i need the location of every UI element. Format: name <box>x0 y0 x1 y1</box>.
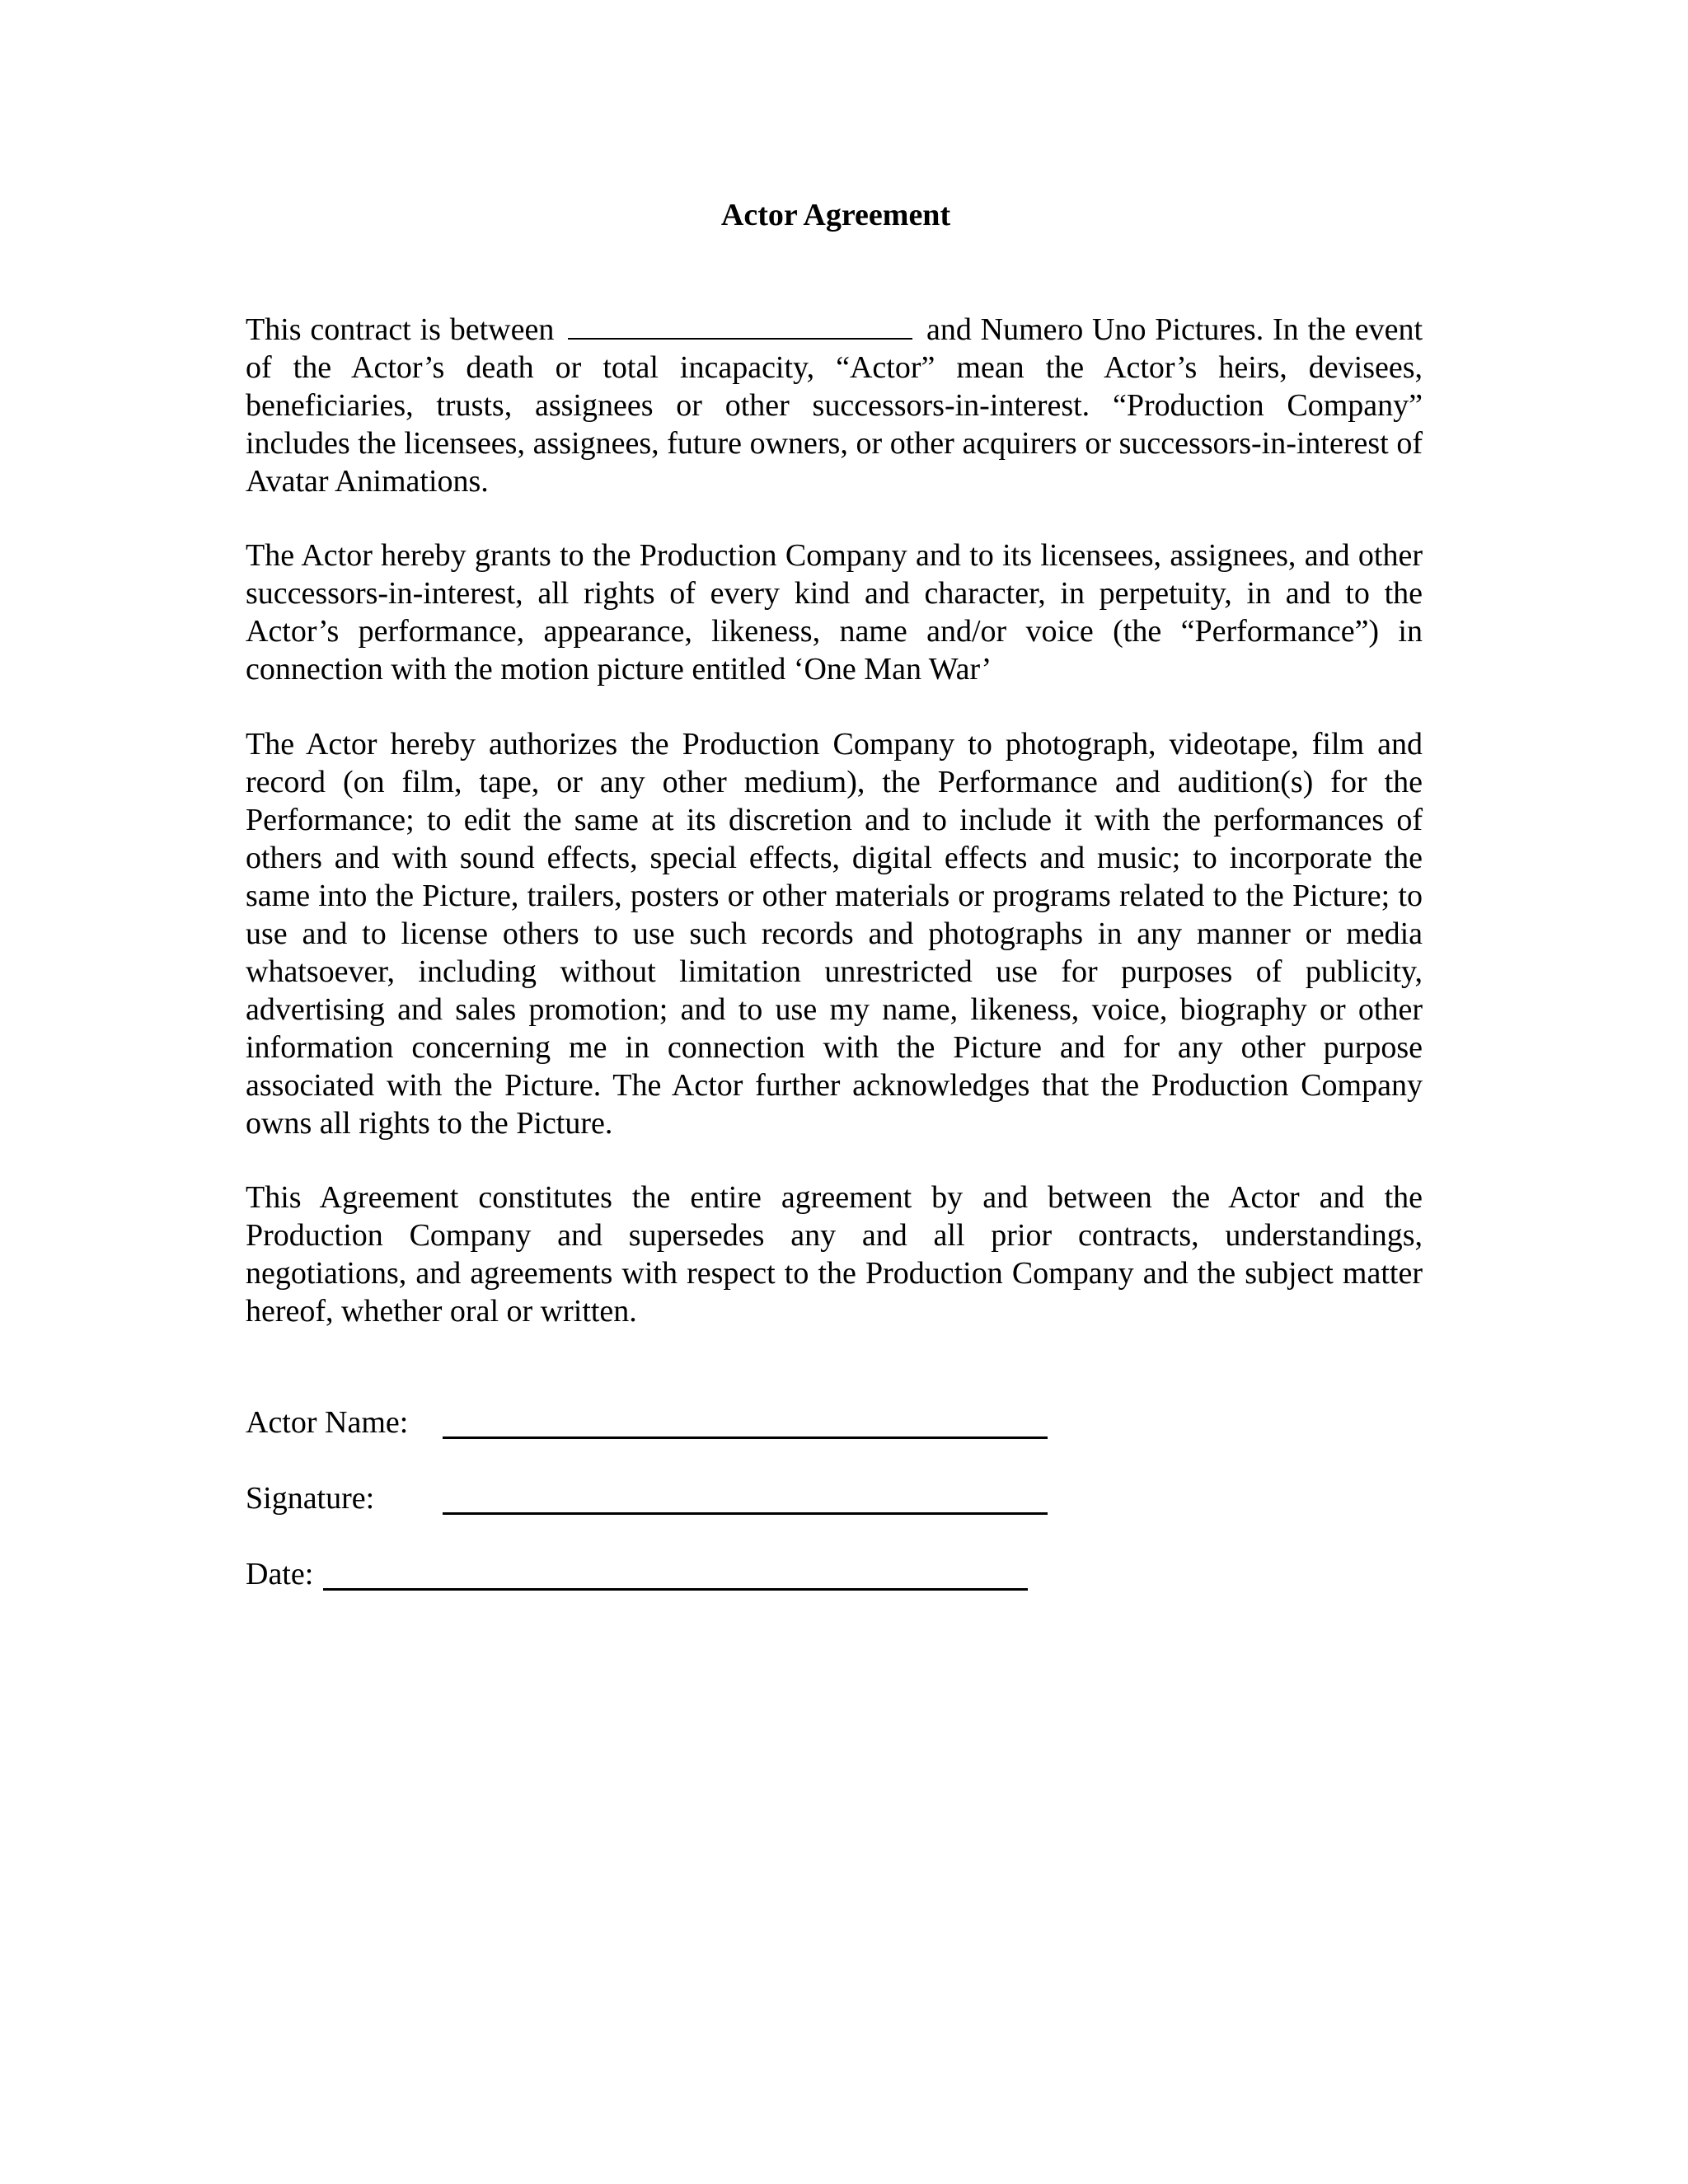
paragraph-parties-rest: and Numero Uno Pictures. In the event of the Actor’s death or total incapacity, “Actor” mean the Actor’s heirs, devisees, beneficiaries, trusts, assignees or other successors-in-interest. “Production Company” includes the licensees, assignees, future owners, or other acquirers or successors-in-interest of Avatar Animations. <box>246 312 1423 499</box>
signature-label: Signature: <box>246 1481 375 1516</box>
paragraph-authorization: The Actor hereby authorizes the Production Company to photograph, videotape, film and record (on film, tape, or any other medium), the Performance and audition(s) for the Performance; to edit the same at its discretion and to include it with the performances of others and with sound effects, special effects, digital effects and music; to incorporate the same into the Picture, trailers, posters or other materials or programs related to the Picture; to use and to license others to use such records and photographs in any manner or media whatsoever, including without limitation unrestricted use for purposes of publicity, advertising and sales promotion; and to use my name, likeness, voice, biography or other information concerning me in connection with the Picture and for any other purpose associated with the Picture. The Actor further acknowledges that the Production Company owns all rights to the Picture. <box>246 727 1423 1141</box>
date-label: Date: <box>246 1557 314 1591</box>
paragraph-grant-of-rights: The Actor hereby grants to the Production Company and to its licensees, assignees, and other successors-in-interest, all rights of every kind and character, in perpetuity, in and to the Actor’s performance, appearance, likeness, name and/or voice (the “Performance”) in connection with the motion picture entitled ‘One Man War’ <box>246 538 1423 687</box>
party-name-blank[interactable] <box>568 310 912 340</box>
document-title: Actor Agreement <box>720 198 951 232</box>
paragraph-parties <box>246 310 1423 500</box>
date-field[interactable] <box>323 1588 1028 1591</box>
actor-name-field[interactable] <box>443 1436 1048 1439</box>
actor-name-label: Actor Name: <box>246 1405 409 1440</box>
signature-field[interactable] <box>443 1512 1048 1515</box>
paragraph-entire-agreement: This Agreement constitutes the entire agreement by and between the Actor and the Production Company and supersedes any and all prior contracts, understandings, negotiations, and agreements with respect to the Production Company and the subject matter hereof, whether oral or written. <box>246 1180 1423 1329</box>
paragraph-parties-lead: This contract is between <box>246 312 555 347</box>
